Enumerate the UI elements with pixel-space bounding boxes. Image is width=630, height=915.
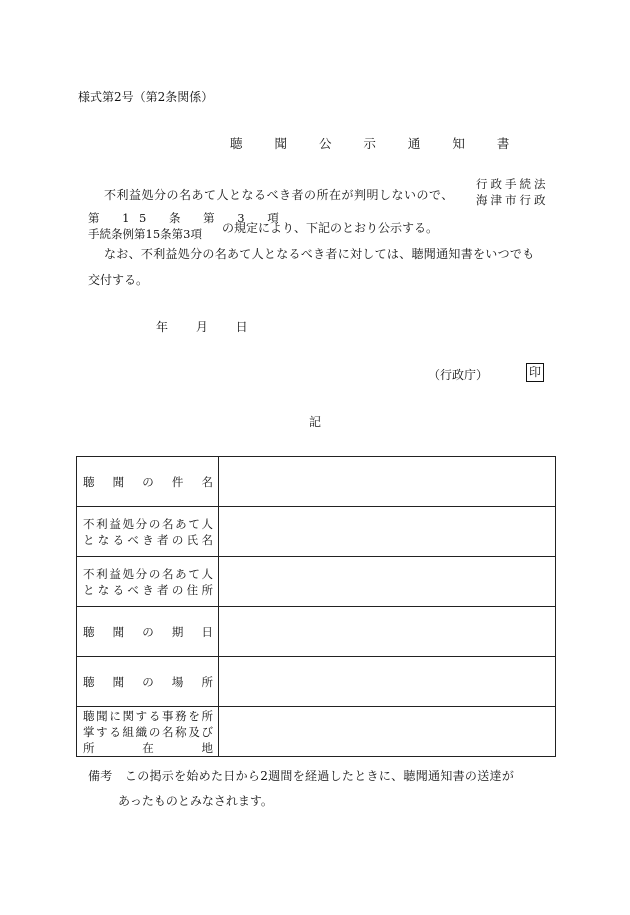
article-line-2: 手続条例第15条第3項 <box>88 227 202 241</box>
agency-label: （行政庁） <box>428 368 489 382</box>
law-name-stack <box>476 176 549 208</box>
body-paragraph-2-continued: 交付する。 <box>88 273 149 287</box>
body-paragraph-1-end: の規定により、下記のとおり公示する。 <box>222 221 439 235</box>
row-value[interactable] <box>219 607 556 657</box>
label-line: 聴 聞 の 期 日 <box>83 624 213 639</box>
label-line: となるべき者の住所 <box>83 582 213 597</box>
ki-heading: 記 <box>309 415 322 429</box>
row-label <box>77 707 219 757</box>
table-row <box>77 707 556 757</box>
label-line: となるべき者の氏名 <box>83 532 213 547</box>
table-row <box>77 657 556 707</box>
label-line: 不利益処分の名あて人 <box>83 516 213 531</box>
row-value[interactable] <box>219 707 556 757</box>
article-line-1: 第 15 条 第 3 項 <box>88 211 289 225</box>
row-label <box>77 457 219 507</box>
law-name-line-1: 行政手続法 <box>476 177 549 191</box>
form-number: 様式第2号（第2条関係） <box>78 90 214 104</box>
hearing-info-table <box>76 456 556 757</box>
label-line: 聴 聞 の 件 名 <box>83 474 213 489</box>
row-value[interactable] <box>219 557 556 607</box>
label-line: 所 在 地 <box>83 740 213 755</box>
label-line: 聴聞に関する事務を所 <box>83 708 213 723</box>
law-name-line-2: 海津市行政 <box>476 193 549 207</box>
row-label <box>77 657 219 707</box>
row-label <box>77 607 219 657</box>
table-row <box>77 607 556 657</box>
remarks-line-1: 備考 この掲示を始めた日から2週間を経過したときに、聴聞通知書の送達が <box>88 769 515 783</box>
row-label <box>77 507 219 557</box>
label-line: 聴 聞 の 場 所 <box>83 674 213 689</box>
row-value[interactable] <box>219 507 556 557</box>
label-line: 不利益処分の名あて人 <box>83 566 213 581</box>
table-row <box>77 557 556 607</box>
row-label <box>77 557 219 607</box>
remarks-line-2: あったものとみなされます。 <box>118 794 273 808</box>
seal-box: 印 <box>526 363 544 382</box>
body-paragraph-2: なお、不利益処分の名あて人となるべき者に対しては、聴聞通知書をいつでも <box>104 247 535 261</box>
table-row <box>77 457 556 507</box>
row-value[interactable] <box>219 457 556 507</box>
body-paragraph-1: 不利益処分の名あて人となるべき者の所在が判明しないので、 <box>104 188 454 202</box>
date-line: 年 月 日 <box>156 320 248 334</box>
row-value[interactable] <box>219 657 556 707</box>
table-row <box>77 507 556 557</box>
document-title: 聴 聞 公 示 通 知 書 <box>230 136 524 151</box>
label-line: 掌する組織の名称及び <box>83 724 213 739</box>
